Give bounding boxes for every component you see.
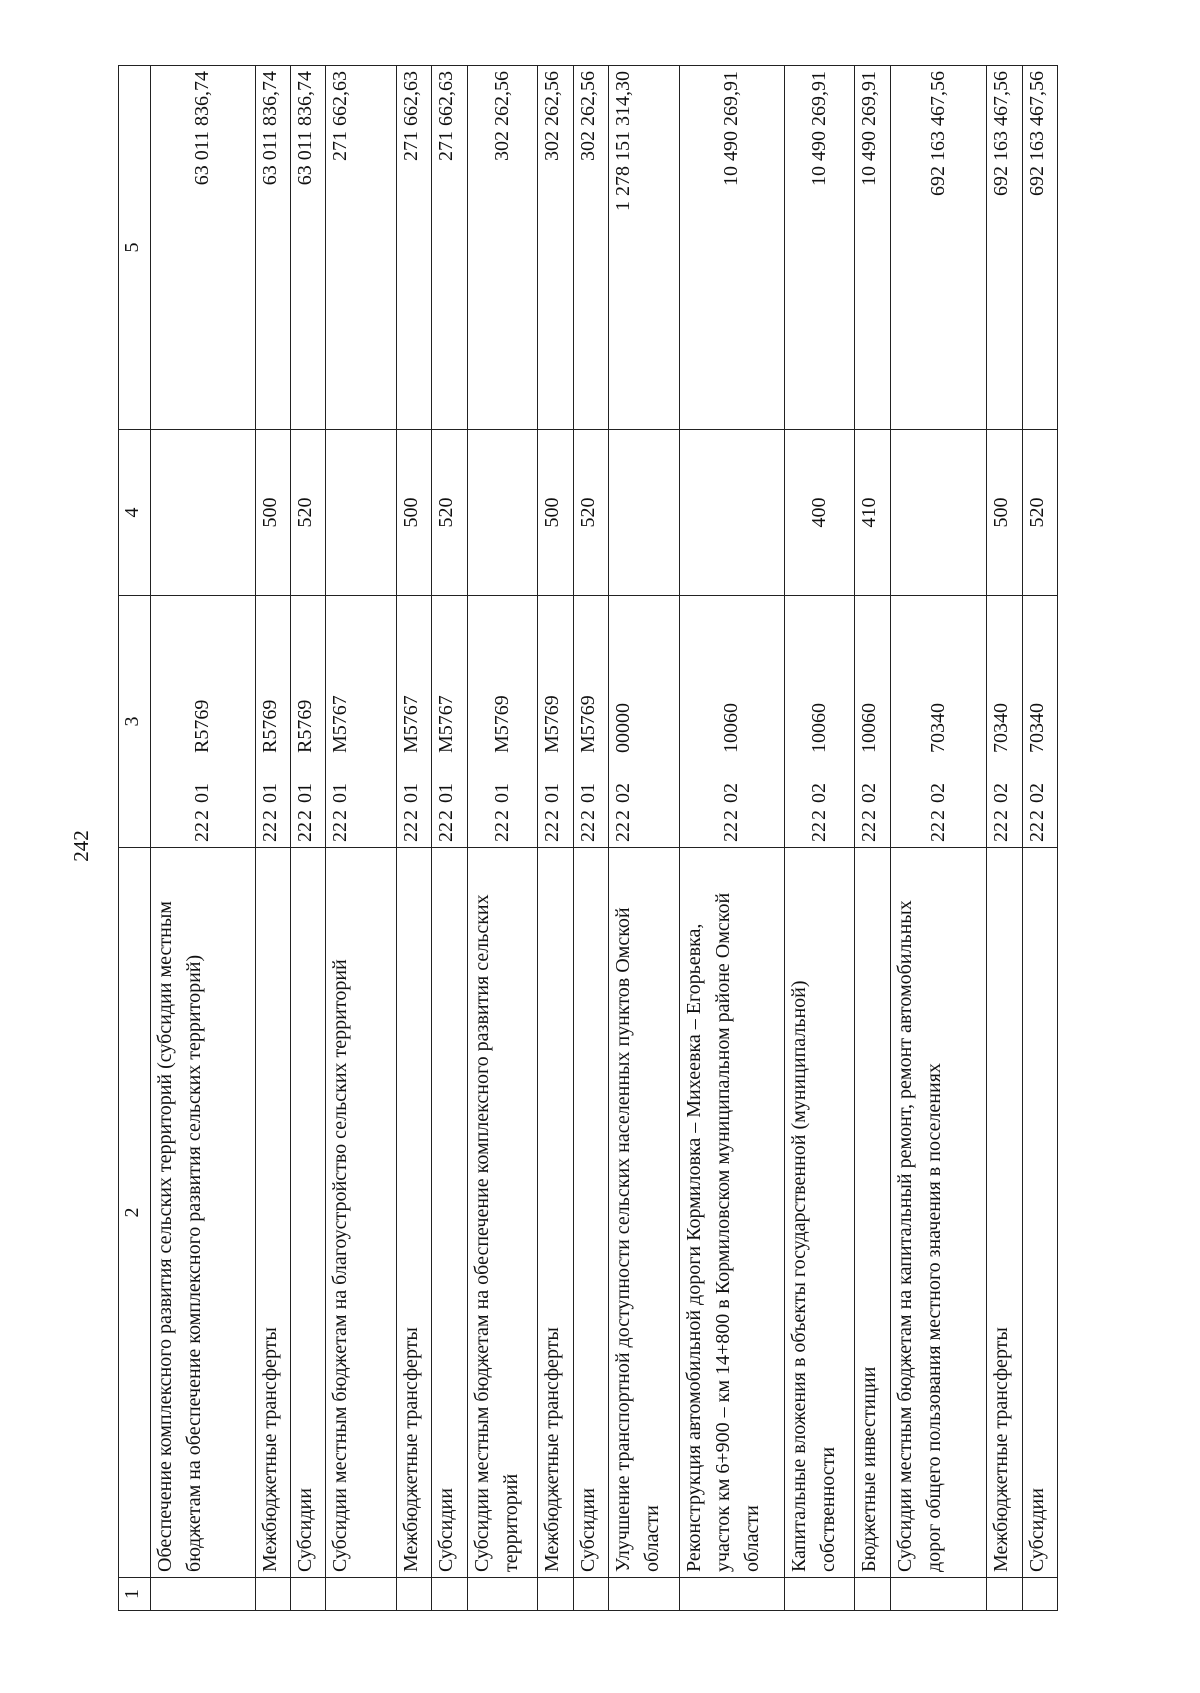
row-expense-type: 520 (573, 430, 608, 596)
row-expense-type: 520 (1022, 430, 1057, 596)
code-part-2: 2 (293, 810, 316, 820)
row-number-cell (1022, 1578, 1057, 1611)
row-expense-type: 400 (784, 430, 855, 596)
row-number-cell (432, 1578, 467, 1611)
code-part-3: 02 (612, 783, 635, 803)
code-part-4: 10060 (720, 703, 743, 753)
code-part-3: 01 (435, 783, 458, 803)
row-name: Субсидии местным бюджетам на капитальный ремонт, ремонт автомобильных дорог общего пользования местного значения в поселениях (890, 848, 987, 1578)
row-sum: 271 662,63 (326, 66, 397, 430)
row-sum: 63 011 836,74 (150, 66, 255, 430)
row-code (1022, 596, 1057, 848)
row-number-cell (290, 1578, 325, 1611)
row-name: Субсидии (432, 848, 467, 1578)
row-sum: 1 278 151 314,30 (609, 66, 680, 430)
table-header-row (119, 66, 151, 1611)
code-part-2: 2 (612, 810, 635, 820)
code-part-4: R5769 (191, 699, 214, 753)
page-number: 242 (69, 830, 93, 862)
row-name: Межбюджетные трансферты (255, 848, 290, 1578)
row-expense-type: 520 (432, 430, 467, 596)
code-part-3: 02 (720, 783, 743, 803)
row-expense-type (890, 430, 987, 596)
row-code (290, 596, 325, 848)
table-row (679, 66, 784, 1611)
table-row (467, 66, 538, 1611)
code-part-1: 22 (1025, 822, 1048, 842)
row-expense-type: 500 (987, 430, 1022, 596)
code-part-3: 01 (293, 783, 316, 803)
code-part-1: 22 (720, 822, 743, 842)
row-name: Субсидии местным бюджетам на благоустройство сельских территорий (326, 848, 397, 1578)
row-number-cell (573, 1578, 608, 1611)
code-part-4: 00000 (612, 703, 635, 753)
code-part-1: 22 (435, 822, 458, 842)
code-part-4: M5767 (329, 695, 352, 753)
code-part-2: 2 (400, 810, 423, 820)
header-col-4: 4 (119, 430, 151, 596)
row-code (432, 596, 467, 848)
code-part-4: 10060 (807, 703, 830, 753)
row-name: Субсидии (573, 848, 608, 1578)
code-part-2: 2 (576, 810, 599, 820)
code-part-1: 22 (990, 822, 1013, 842)
row-sum: 692 163 467,56 (987, 66, 1022, 430)
row-sum: 302 262,56 (467, 66, 538, 430)
table-row (290, 66, 325, 1611)
code-part-3: 01 (400, 783, 423, 803)
code-part-1: 22 (807, 822, 830, 842)
table-row (890, 66, 987, 1611)
row-name: Субсидии (1022, 848, 1057, 1578)
table-row (573, 66, 608, 1611)
table-row (326, 66, 397, 1611)
row-sum: 302 262,56 (573, 66, 608, 430)
header-col-3: 3 (119, 596, 151, 848)
row-name: Обеспечение комплексного развития сельских территорий (субсидии местным бюджетам на обеспечение комплексного развития сельских территорий) (150, 848, 255, 1578)
code-part-4: 70340 (990, 703, 1013, 753)
code-part-2: 2 (807, 810, 830, 820)
table-row (150, 66, 255, 1611)
code-part-4: M5769 (541, 695, 564, 753)
code-part-3: 01 (191, 783, 214, 803)
code-part-2: 2 (329, 810, 352, 820)
row-code (538, 596, 573, 848)
code-part-3: 02 (1025, 783, 1048, 803)
row-number-cell (609, 1578, 680, 1611)
row-name: Субсидии местным бюджетам на обеспечение комплексного развития сельских территорий (467, 848, 538, 1578)
table-row (538, 66, 573, 1611)
row-expense-type (150, 430, 255, 596)
code-part-4: M5769 (491, 695, 514, 753)
budget-table-rotated (118, 66, 1058, 1611)
code-part-1: 22 (258, 822, 281, 842)
row-sum: 10 490 269,91 (679, 66, 784, 430)
code-part-3: 02 (990, 783, 1013, 803)
code-part-2: 2 (435, 810, 458, 820)
code-part-4: M5769 (576, 695, 599, 753)
row-code (255, 596, 290, 848)
table-row (609, 66, 680, 1611)
table-row (1022, 66, 1057, 1611)
row-name: Бюджетные инвестиции (855, 848, 890, 1578)
code-part-3: 01 (491, 783, 514, 803)
row-number-cell (326, 1578, 397, 1611)
row-expense-type: 500 (397, 430, 432, 596)
code-part-1: 22 (858, 822, 881, 842)
row-expense-type: 410 (855, 430, 890, 596)
table-row (784, 66, 855, 1611)
table-row (397, 66, 432, 1611)
row-number-cell (890, 1578, 987, 1611)
code-part-1: 22 (576, 822, 599, 842)
code-part-1: 22 (191, 822, 214, 842)
row-expense-type: 500 (255, 430, 290, 596)
row-expense-type (326, 430, 397, 596)
table-row (855, 66, 890, 1611)
row-name: Улучшение транспортной доступности сельских населенных пунктов Омской области (609, 848, 680, 1578)
code-part-4: M5767 (400, 695, 423, 753)
row-expense-type: 500 (538, 430, 573, 596)
budget-table (118, 65, 1058, 1611)
row-sum: 63 011 836,74 (290, 66, 325, 430)
row-sum: 63 011 836,74 (255, 66, 290, 430)
row-name: Межбюджетные трансферты (987, 848, 1022, 1578)
row-code (150, 596, 255, 848)
header-col-5: 5 (119, 66, 151, 430)
row-code (573, 596, 608, 848)
code-part-3: 01 (258, 783, 281, 803)
row-expense-type (467, 430, 538, 596)
code-part-2: 2 (491, 810, 514, 820)
code-part-2: 2 (258, 810, 281, 820)
row-code (890, 596, 987, 848)
row-number-cell (255, 1578, 290, 1611)
row-code (679, 596, 784, 848)
code-part-1: 22 (400, 822, 423, 842)
row-number-cell (784, 1578, 855, 1611)
code-part-4: R5769 (293, 699, 316, 753)
row-sum: 271 662,63 (397, 66, 432, 430)
header-col-1: 1 (119, 1578, 151, 1611)
table-row (432, 66, 467, 1611)
row-name: Субсидии (290, 848, 325, 1578)
code-part-2: 2 (1025, 810, 1048, 820)
code-part-1: 22 (491, 822, 514, 842)
code-part-2: 2 (990, 810, 1013, 820)
code-part-3: 02 (807, 783, 830, 803)
row-sum: 10 490 269,91 (784, 66, 855, 430)
row-number-cell (538, 1578, 573, 1611)
code-part-1: 22 (329, 822, 352, 842)
row-number-cell (855, 1578, 890, 1611)
code-part-2: 2 (926, 810, 949, 820)
row-number-cell (467, 1578, 538, 1611)
code-part-3: 01 (329, 783, 352, 803)
row-code (397, 596, 432, 848)
row-number-cell (679, 1578, 784, 1611)
table-row (987, 66, 1022, 1611)
row-number-cell (150, 1578, 255, 1611)
row-name: Реконструкция автомобильной дороги Кормиловка – Михеевка – Егорьевка, участок км 6+900 – км 14+800 в Кормиловском муниципальном районе Омской области (679, 848, 784, 1578)
code-part-3: 02 (858, 783, 881, 803)
code-part-1: 22 (612, 822, 635, 842)
code-part-2: 2 (191, 810, 214, 820)
row-code (784, 596, 855, 848)
row-code (609, 596, 680, 848)
code-part-4: R5769 (258, 699, 281, 753)
code-part-1: 22 (926, 822, 949, 842)
code-part-4: M5767 (435, 695, 458, 753)
row-expense-type: 520 (290, 430, 325, 596)
row-sum: 271 662,63 (432, 66, 467, 430)
row-sum: 10 490 269,91 (855, 66, 890, 430)
row-sum: 692 163 467,56 (890, 66, 987, 430)
code-part-2: 2 (541, 810, 564, 820)
code-part-1: 22 (293, 822, 316, 842)
code-part-2: 2 (720, 810, 743, 820)
code-part-4: 70340 (1025, 703, 1048, 753)
row-code (467, 596, 538, 848)
row-number-cell (987, 1578, 1022, 1611)
row-code (855, 596, 890, 848)
code-part-3: 01 (541, 783, 564, 803)
row-expense-type (609, 430, 680, 596)
code-part-2: 2 (858, 810, 881, 820)
code-part-3: 01 (576, 783, 599, 803)
row-sum: 692 163 467,56 (1022, 66, 1057, 430)
row-code (326, 596, 397, 848)
table-row (255, 66, 290, 1611)
code-part-4: 10060 (858, 703, 881, 753)
code-part-1: 22 (541, 822, 564, 842)
row-expense-type (679, 430, 784, 596)
row-sum: 302 262,56 (538, 66, 573, 430)
header-col-2: 2 (119, 848, 151, 1578)
row-code (987, 596, 1022, 848)
row-name: Межбюджетные трансферты (397, 848, 432, 1578)
code-part-3: 02 (926, 783, 949, 803)
code-part-4: 70340 (926, 703, 949, 753)
row-number-cell (397, 1578, 432, 1611)
row-name: Капитальные вложения в объекты государственной (муниципальной) собственности (784, 848, 855, 1578)
row-name: Межбюджетные трансферты (538, 848, 573, 1578)
